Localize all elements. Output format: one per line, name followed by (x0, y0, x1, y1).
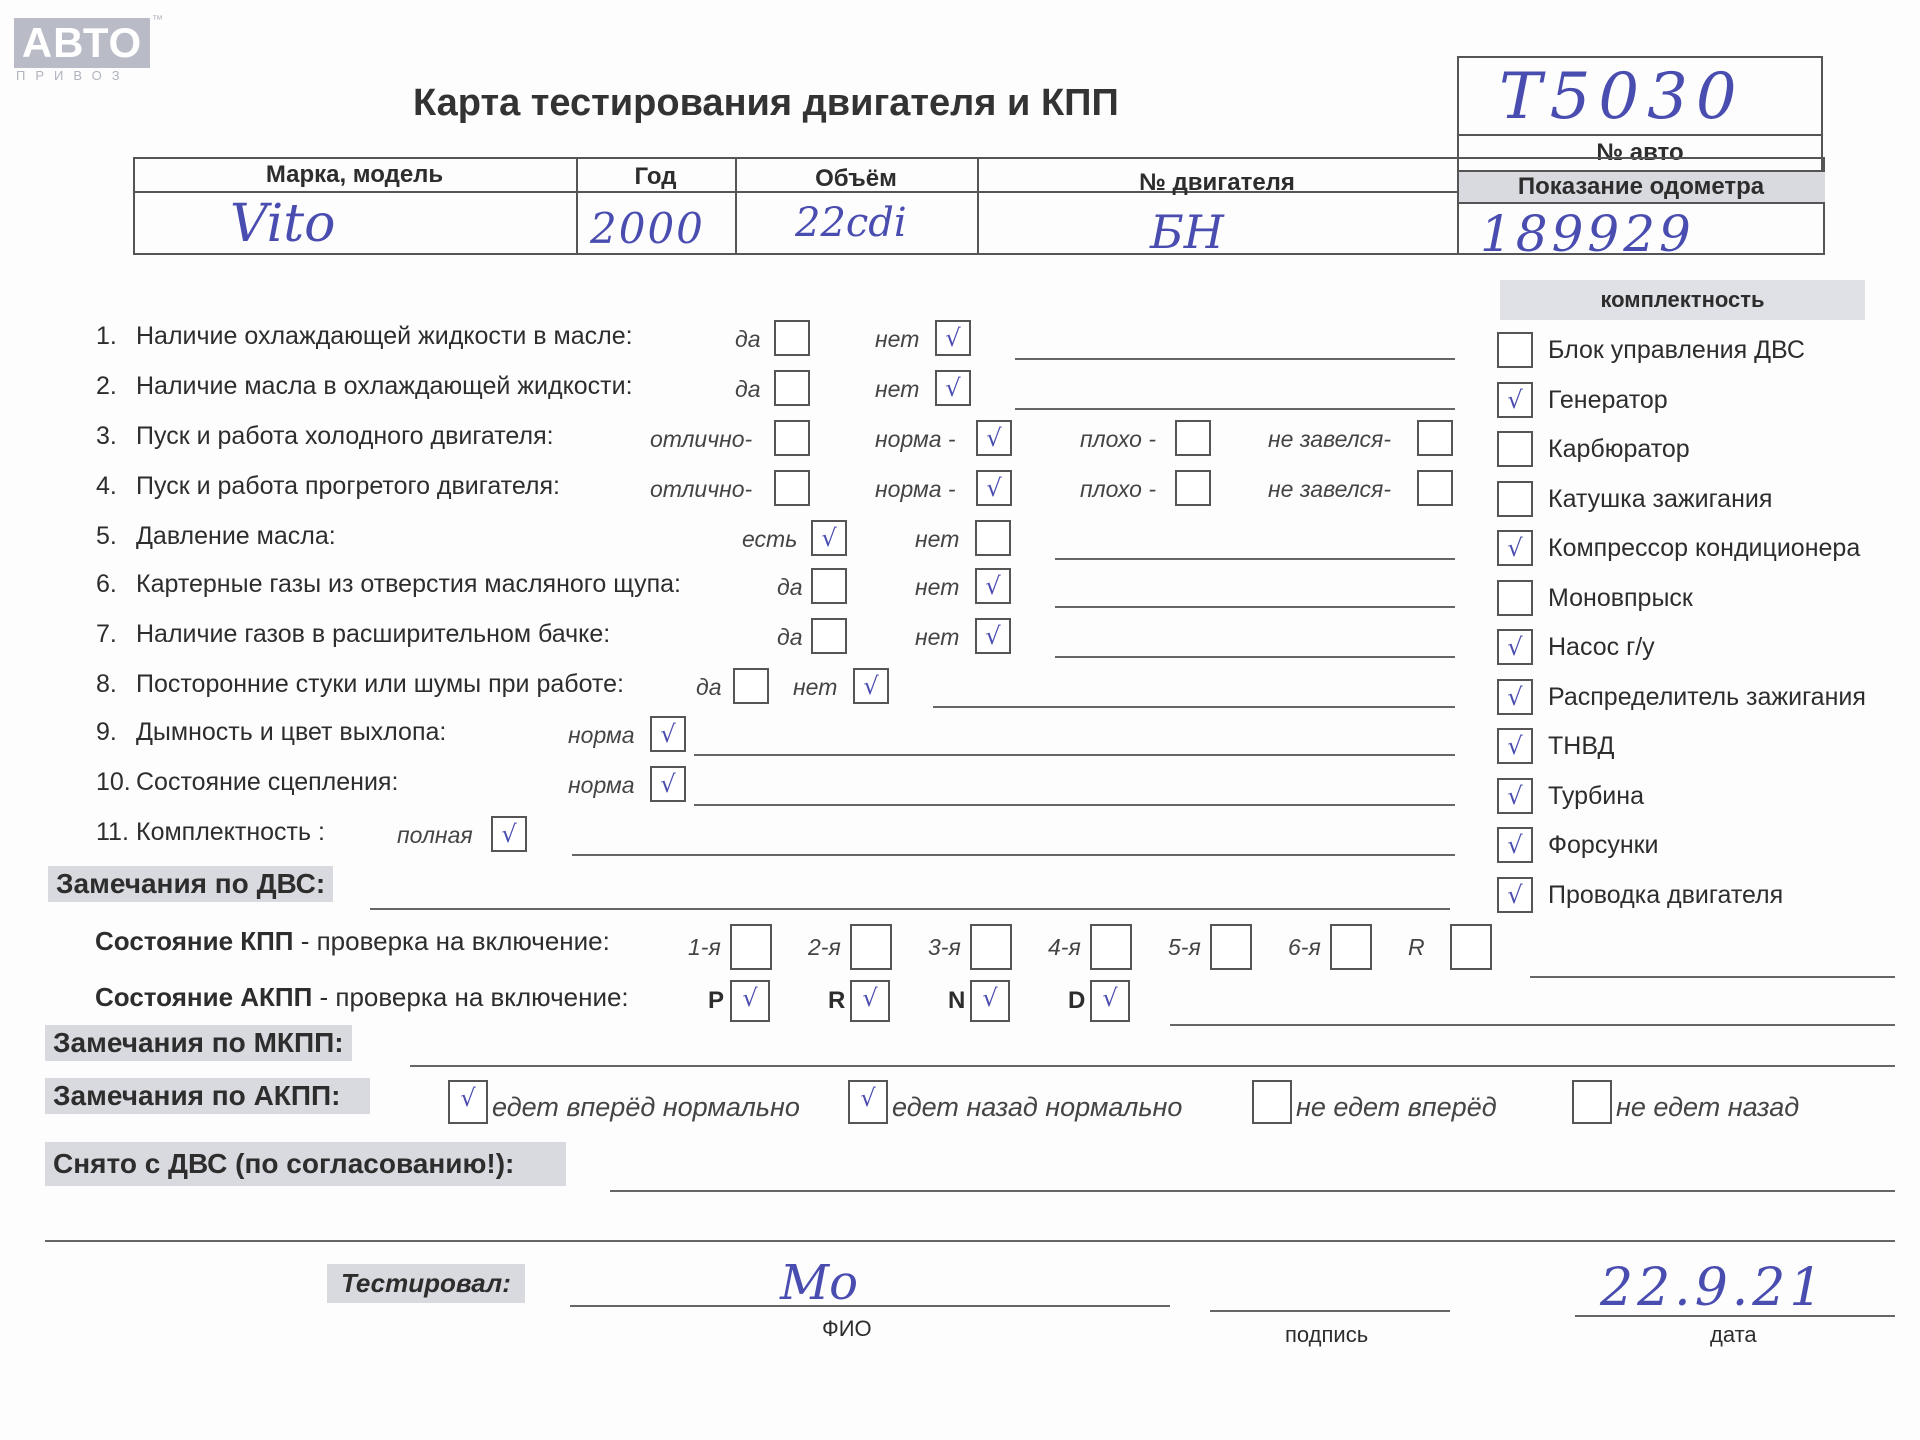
question-text: Наличие масла в охлаждающей жидкости: (136, 372, 633, 400)
question-number: 6. (96, 570, 117, 598)
gear-checkbox[interactable] (1330, 924, 1372, 970)
komplekt-item-label: Катушка зажигания (1548, 484, 1773, 513)
removed-label: Снято с ДВС (по согласованию!): (45, 1142, 566, 1186)
question-number: 9. (96, 718, 117, 746)
komplekt-item-label: ТНВД (1548, 732, 1615, 760)
komplekt-item-label: Компрессор кондиционера (1548, 534, 1861, 562)
option-label: нет (915, 574, 960, 600)
akpp-line (1170, 1024, 1895, 1026)
komplekt-checkbox[interactable]: √ (1497, 382, 1533, 418)
komplekt-checkbox[interactable] (1497, 431, 1533, 467)
komplekt-checkbox[interactable]: √ (1497, 679, 1533, 715)
option-checkbox[interactable]: √ (976, 470, 1012, 506)
komplekt-item-label: Проводка двигателя (1548, 880, 1784, 909)
question-number: 5. (96, 522, 117, 550)
komplekt-checkbox[interactable]: √ (1497, 877, 1533, 913)
option-checkbox[interactable]: √ (935, 320, 971, 356)
gear-checkbox[interactable] (850, 924, 892, 970)
komplekt-checkbox[interactable] (1497, 580, 1533, 616)
remarks-akpp-label: Замечания по АКПП: (45, 1078, 370, 1114)
akpp-gear-checkbox[interactable]: √ (970, 980, 1010, 1022)
remarks-mkpp-label: Замечания по МКПП: (45, 1025, 352, 1061)
date-label: дата (1710, 1322, 1757, 1347)
kpp-label: Состояние КПП - проверка на включение: (95, 926, 610, 956)
question-text: Посторонние стуки или шумы при работе: (136, 670, 624, 698)
question-number: 2. (96, 372, 117, 400)
col-divider (1457, 157, 1459, 255)
option-label: да (777, 624, 803, 650)
question-number: 10. (96, 768, 131, 796)
question-number: 3. (96, 422, 117, 450)
gear-label: 3-я (928, 934, 961, 960)
answer-line (1055, 656, 1455, 658)
answer-line (694, 804, 1455, 806)
option-label: да (735, 376, 761, 402)
gear-checkbox[interactable] (1090, 924, 1132, 970)
option-label: нет (875, 376, 920, 402)
logo-sub: ПРИВОЗ (16, 68, 130, 83)
komplekt-item-label: Блок управления ДВС (1548, 336, 1805, 364)
answer-line (694, 754, 1455, 756)
akpp-remark-checkbox[interactable]: √ (448, 1080, 488, 1124)
akpp-gear-label: N (948, 987, 966, 1014)
komplekt-item-label: Распределитель зажигания (1548, 682, 1866, 711)
option-checkbox[interactable]: √ (491, 816, 527, 852)
gear-label: 6-я (1288, 934, 1321, 960)
komplekt-title: комплектность (1500, 280, 1865, 320)
komplekt-checkbox[interactable] (1497, 481, 1533, 517)
odometer-value: 189929 (1480, 205, 1695, 263)
car-number-value: Т5030 (1499, 60, 1745, 134)
gear-label: 4-я (1048, 934, 1081, 960)
col-label-year: Год (634, 163, 677, 190)
komplekt-checkbox[interactable] (1497, 332, 1533, 368)
option-label: да (696, 674, 722, 700)
year-value: 2000 (590, 204, 705, 253)
question-text: Пуск и работа холодного двигателя: (136, 422, 554, 450)
gear-label: 1-я (688, 934, 721, 960)
option-label: плохо - (1080, 426, 1156, 452)
akpp-remark-label: едет назад нормально (892, 1092, 1183, 1122)
removed-line (610, 1190, 1895, 1192)
option-checkbox[interactable] (811, 568, 847, 604)
page-title: Карта тестирования двигателя и КПП (413, 82, 1119, 124)
volume-value: 22cdi (795, 200, 907, 246)
option-label: норма - (875, 426, 956, 452)
question-text: Наличие газов в расширительном бачке: (136, 620, 611, 648)
komplekt-checkbox[interactable]: √ (1497, 728, 1533, 764)
logo-tm: ™ (152, 14, 163, 26)
option-checkbox[interactable]: √ (853, 668, 889, 704)
komplekt-checkbox[interactable]: √ (1497, 629, 1533, 665)
gear-checkbox[interactable] (970, 924, 1012, 970)
option-checkbox[interactable] (1175, 470, 1211, 506)
option-label: да (735, 326, 761, 352)
col-label-model: Марка, модель (265, 161, 444, 188)
remarks-dvs-line (370, 908, 1450, 910)
answer-line (933, 706, 1455, 708)
akpp-remark-checkbox[interactable] (1572, 1080, 1612, 1124)
option-checkbox[interactable]: √ (935, 370, 971, 406)
akpp-gear-label: R (828, 987, 846, 1014)
car-number-label: № авто (1457, 136, 1823, 170)
gear-label: 2-я (808, 934, 841, 960)
option-checkbox[interactable]: √ (975, 568, 1011, 604)
akpp-gear-checkbox[interactable]: √ (850, 980, 890, 1022)
question-text: Давление масла: (136, 522, 336, 550)
option-checkbox[interactable] (1417, 470, 1453, 506)
car-number-box (1457, 56, 1823, 136)
option-label: норма - (875, 476, 956, 502)
answer-line (1015, 408, 1455, 410)
col-label-volume: Объём (815, 165, 897, 192)
engine-no-value: БН (1150, 205, 1224, 259)
extra-line (45, 1240, 1895, 1242)
komplekt-checkbox[interactable]: √ (1497, 827, 1533, 863)
option-checkbox[interactable] (811, 618, 847, 654)
akpp-remark-label: едет вперёд нормально (492, 1092, 800, 1122)
komplekt-item-label: Насос г/у (1548, 633, 1655, 661)
option-label: отлично- (650, 426, 753, 452)
komplekt-item-label: Генератор (1548, 385, 1668, 414)
odometer-label: Показание одометра (1517, 173, 1765, 200)
komplekt-item-label: Карбюратор (1548, 435, 1690, 463)
question-text: Состояние сцепления: (136, 768, 399, 796)
question-number: 4. (96, 472, 117, 500)
date-value: 22.9.21 (1600, 1258, 1827, 1318)
komplekt-checkbox[interactable]: √ (1497, 778, 1533, 814)
option-label: не завелся- (1268, 476, 1392, 502)
question-number: 8. (96, 670, 117, 698)
option-label: плохо - (1080, 476, 1156, 502)
option-checkbox[interactable] (774, 320, 810, 356)
gear-checkbox[interactable] (1210, 924, 1252, 970)
akpp-remark-label: не едет вперёд (1296, 1092, 1497, 1122)
kpp-line (1530, 976, 1895, 978)
option-label: да (777, 574, 803, 600)
tested-label: Тестировал: (327, 1264, 525, 1303)
akpp-gear-checkbox[interactable]: √ (1090, 980, 1130, 1022)
question-text: Картерные газы из отверстия масляного щупа: (136, 570, 681, 598)
option-checkbox[interactable] (774, 470, 810, 506)
option-checkbox[interactable] (774, 370, 810, 406)
option-checkbox[interactable] (1417, 420, 1453, 456)
komplekt-item-label: Турбина (1548, 781, 1644, 810)
fio-line (570, 1305, 1170, 1307)
option-checkbox[interactable]: √ (976, 420, 1012, 456)
option-checkbox[interactable]: √ (975, 618, 1011, 654)
akpp-remark-label: не едет назад (1616, 1092, 1800, 1122)
sign-label: подпись (1285, 1322, 1369, 1347)
question-number: 11. (96, 818, 129, 846)
option-label: норма (568, 722, 635, 748)
option-label: не завелся- (1268, 426, 1392, 452)
answer-line (572, 854, 1455, 856)
akpp-gear-label: D (1068, 987, 1086, 1014)
option-checkbox[interactable] (975, 520, 1011, 556)
option-checkbox[interactable]: √ (811, 520, 847, 556)
akpp-label: Состояние АКПП - проверка на включение: (95, 982, 629, 1012)
option-label: полная (397, 822, 473, 848)
option-checkbox[interactable] (774, 420, 810, 456)
option-label: нет (793, 674, 838, 700)
remarks-dvs-label: Замечания по ДВС: (48, 866, 333, 902)
gear-checkbox[interactable] (1450, 924, 1492, 970)
logo: АВТО (14, 18, 150, 68)
model-value: Vito (230, 194, 336, 254)
answer-line (1055, 606, 1455, 608)
question-number: 7. (96, 620, 117, 648)
question-number: 1. (96, 322, 117, 350)
komplekt-checkbox[interactable]: √ (1497, 530, 1533, 566)
fio-signature: Мо (780, 1255, 859, 1311)
option-label: отлично- (650, 476, 753, 502)
akpp-remark-checkbox[interactable] (1252, 1080, 1292, 1124)
option-checkbox[interactable]: √ (650, 766, 686, 802)
fio-label: ФИО (822, 1316, 872, 1341)
option-label: норма (568, 772, 635, 798)
option-label: есть (742, 526, 798, 552)
option-label: нет (875, 326, 920, 352)
akpp-remark-checkbox[interactable]: √ (848, 1080, 888, 1124)
answer-line (1055, 558, 1455, 560)
col-label-engine-no: № двигателя (1139, 169, 1295, 196)
akpp-gear-checkbox[interactable]: √ (730, 980, 770, 1022)
option-checkbox[interactable]: √ (650, 716, 686, 752)
question-text: Пуск и работа прогретого двигателя: (136, 472, 560, 500)
option-label: нет (915, 526, 960, 552)
question-text: Дымность и цвет выхлопа: (136, 718, 447, 746)
gear-label: 5-я (1168, 934, 1201, 960)
komplekt-item-label: Форсунки (1548, 831, 1659, 859)
remarks-mkpp-line (410, 1065, 1895, 1067)
gear-checkbox[interactable] (730, 924, 772, 970)
answer-line (1015, 358, 1455, 360)
akpp-gear-label: P (708, 987, 725, 1014)
option-label: нет (915, 624, 960, 650)
question-text: Комплектность : (136, 818, 325, 846)
option-checkbox[interactable] (733, 668, 769, 704)
question-text: Наличие охлаждающей жидкости в масле: (136, 322, 633, 350)
sign-line (1210, 1310, 1450, 1312)
komplekt-item-label: Моновпрыск (1548, 583, 1693, 612)
option-checkbox[interactable] (1175, 420, 1211, 456)
gear-label: R (1408, 934, 1425, 960)
odometer-header (1457, 170, 1825, 204)
